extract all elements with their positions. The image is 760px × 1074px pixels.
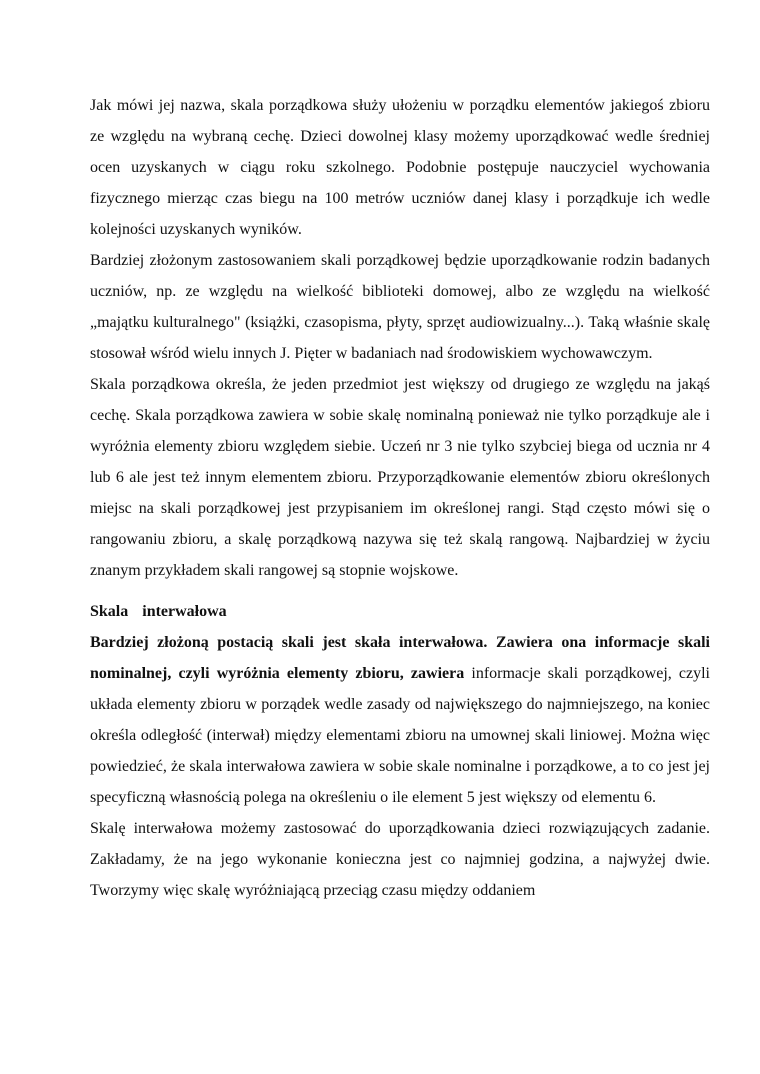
document-page: [90, 90, 710, 906]
section-heading-interval-scale: Skala interwałowa: [90, 603, 227, 620]
paragraph-interval-regular-text: informacje skali porządkowej, czyli układa elementy zbioru w porządek wedle zasady od największego do najmniejszego, na koniec określa odległość (interwał) między elementami zbioru na umownej skali liniowej. Można więc powiedzieć, że skala interwałowa zawiera w sobie skale nominalne i porządkowe, a to co jest jej specyficzną własnością polega na określeniu o ile element 5 jest większy od elementu 6.: [90, 665, 711, 806]
paragraph-interval-example: Skalę interwałowa możemy zastosować do uporządkowania dzieci rozwiązujących zadanie. Zakładamy, że na jego wykonanie konieczna jest co najmniej godzina, a najwyżej dwie. Tworzymy więc skalę wyróżniającą przeciąg czasu między oddaniem: [90, 820, 710, 899]
paragraph-ordinal-definition: Skala porządkowa określa, że jeden przedmiot jest większy od drugiego ze względu na jakąś cechę. Skala porządkowa zawiera w sobie skalę nominalną ponieważ nie tylko porządkuje ale i wyróżnia elementy zbioru względem siebie. Uczeń nr 3 nie tylko szybciej biega od ucznia nr 4 lub 6 ale jest też innym elementem zbioru. Przyporządkowanie elementów zbioru określonych miejsc na skali porządkowej jest przypisaniem im określonej rangi. Stąd często mówi się o rangowaniu zbioru, a skalę porządkową nazywa się też skalą rangową. Najbardziej w życiu znanym przykładem skali rangowej są stopnie wojskowe.: [90, 376, 710, 579]
paragraph-ordinal-example: Bardziej złożonym zastosowaniem skali porządkowej będzie uporządkowanie rodzin badanych uczniów, np. ze względu na wielkość biblioteki domowej, albo ze względu na wielkość „majątku kulturalnego" (książki, czasopisma, płyty, sprzęt audiowizualny...). Taką właśnie skalę stosował wśród wielu innych J. Pięter w badaniach nad środowiskiem wychowawczym.: [90, 252, 710, 362]
paragraph-ordinal-intro: Jak mówi jej nazwa, skala porządkowa służy ułożeniu w porządku elementów jakiegoś zbioru ze względu na wybraną cechę. Dzieci dowolnej klasy możemy uporządkować wedle średniej ocen uzyskanych w ciągu roku szkolnego. Podobnie postępuje nauczyciel wychowania fizycznego mierząc czas biegu na 100 metrów uczniów danej klasy i porządkuje ich wedle kolejności uzyskanych wyników.: [90, 97, 710, 238]
paragraph-interval-intro: [90, 627, 710, 813]
paragraph-interval-bold-text: Bardziej złożoną postacią skali jest skała interwałowa. Zawiera ona informacje skali nominalnej, czyli wyróżnia elementy zbioru, zawiera: [90, 634, 710, 682]
